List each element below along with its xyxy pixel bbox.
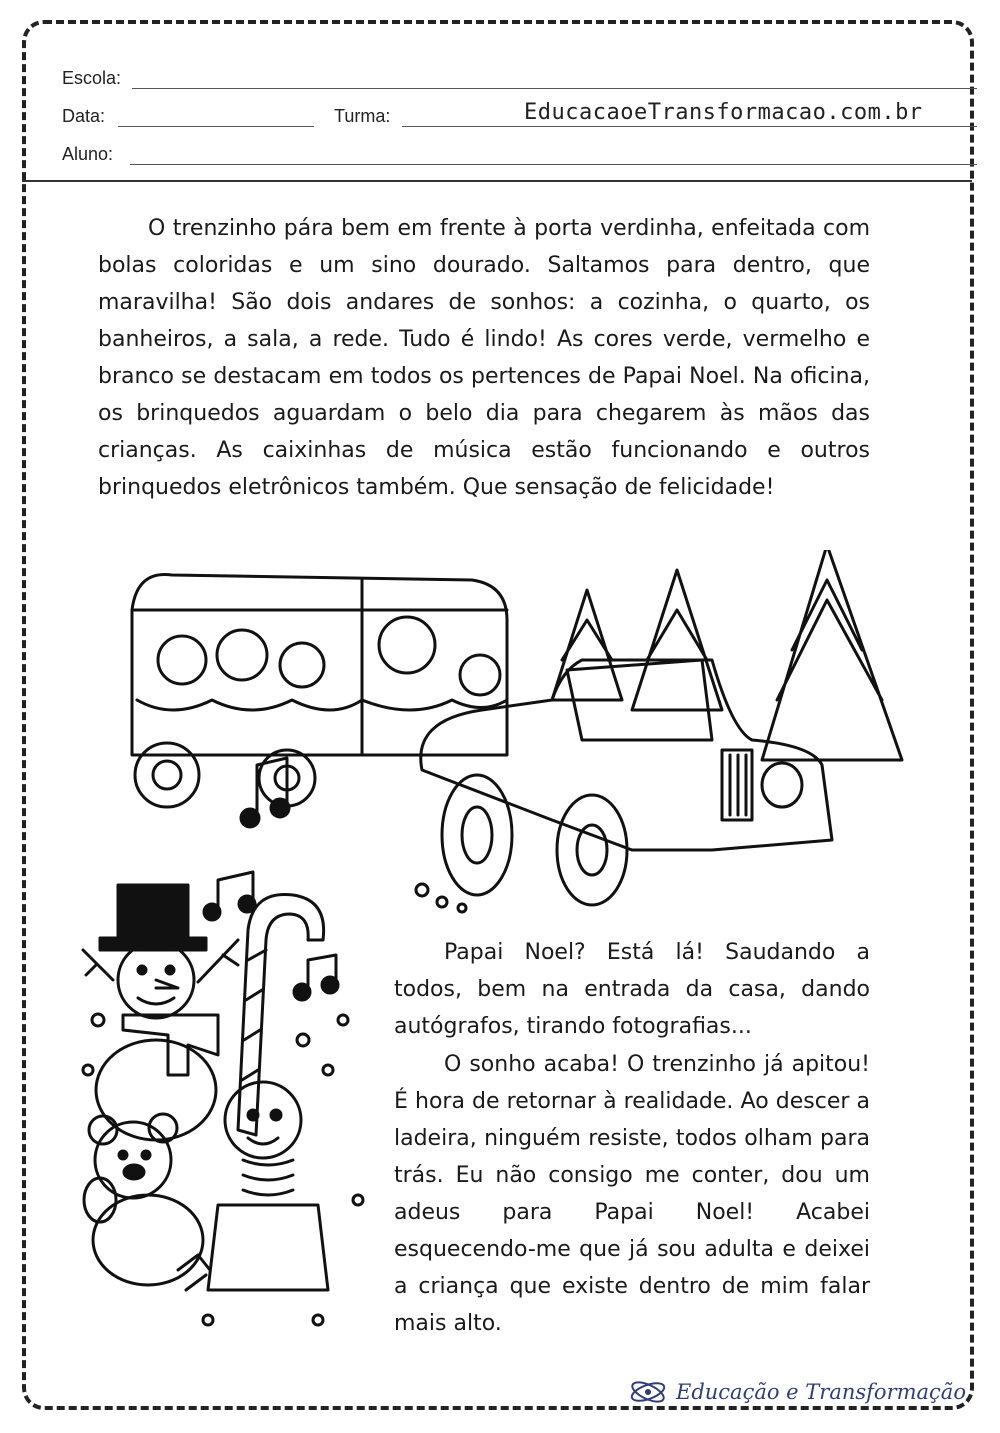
footer-brand — [628, 1378, 966, 1406]
jeep — [421, 660, 832, 905]
story-paragraph-3: O sonho acaba! O trenzinho já apitou! É hora de retornar à realidade. Ao descer a ladeira, ninguém resiste, todos olham para trás. Eu não consigo me conter, dou um adeus para Papai Noel! Acabei esquecendo-me que já sou adulta e deixei a criança que existe dentro de mim falar mais alto. — [394, 1052, 870, 1336]
header-divider — [22, 180, 972, 182]
pine-trees — [552, 550, 902, 760]
music-notes — [204, 872, 338, 1000]
date-field[interactable] — [118, 126, 314, 127]
atom-orbit-icon — [628, 1378, 668, 1406]
train-jeep-illustration — [112, 550, 912, 920]
class-label: Turma: — [334, 106, 391, 126]
train-wagon — [132, 574, 507, 807]
footer-brand-text: Educação e Transformação — [676, 1380, 966, 1404]
toys-snowman-illustration — [78, 870, 388, 1340]
jack-in-the-box — [178, 1082, 328, 1290]
date-label: Data: — [62, 106, 106, 126]
worksheet-header — [62, 62, 977, 192]
student-label: Aluno: — [62, 144, 114, 164]
student-field[interactable] — [130, 164, 977, 165]
snowman — [83, 885, 238, 1140]
story-paragraph-2: Papai Noel? Está lá! Saudando a todos, bem na entrada da casa, dando autógrafos, tirando fotografias... — [394, 940, 870, 1039]
story-paragraph-1: O trenzinho pára bem em frente à porta verdinha, enfeitada com bolas coloridas e um sino dourado. Saltamos para dentro, que maravilha! São dois andares de sonhos: a cozinha, o quarto, os banheiros, a sala, a rede. Tudo é lindo! As cores verde, vermelho e branco se destacam em todos os pertences de Papai Noel. Na oficina, os brinquedos aguardam o belo dia para chegarem às mãos das crianças. As caixinhas de música estão funcionando e outros brinquedos eletrônicos também. Que sensação de felicidade! — [98, 216, 870, 500]
class-field[interactable] — [402, 126, 977, 127]
school-label: Escola: — [62, 68, 122, 88]
school-field[interactable] — [132, 88, 977, 89]
candy-cane — [238, 894, 324, 1135]
site-url: EducacaoeTransformacao.com.br — [520, 100, 927, 125]
